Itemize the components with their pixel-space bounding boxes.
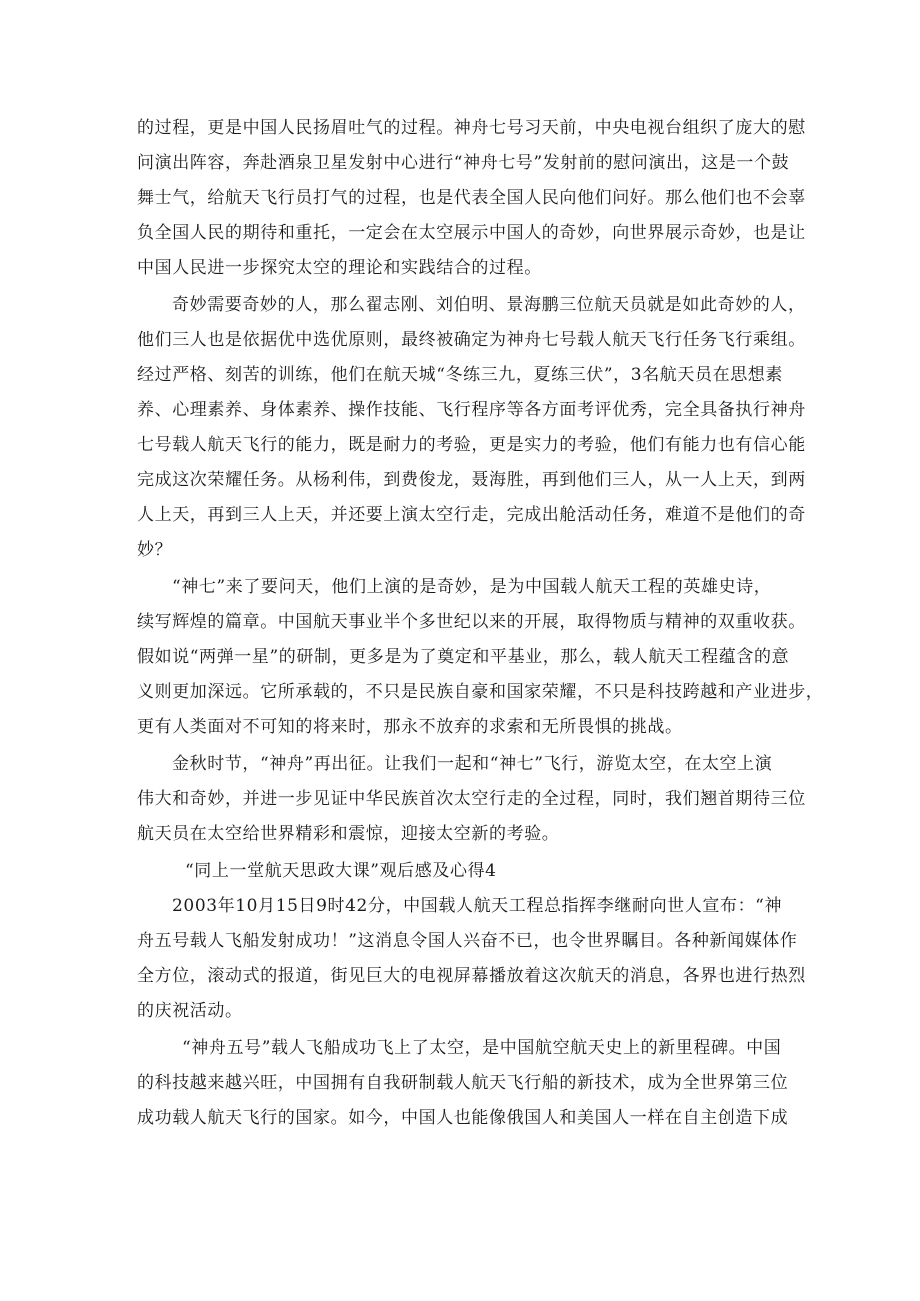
text-line: 2003年10月15日9时42分，中国载人航天工程总指挥李继耐向世人宣布：“神 (172, 896, 783, 916)
text-line: 完成这次荣耀任务。从杨利伟，到费俊龙，聂海胜，再到他们三人，从一人上天，到两 (137, 470, 806, 490)
text-line: 更有人类面对不可知的将来时，那永不放弃的求索和无所畏惧的挑战。 (137, 717, 683, 737)
text-line: 七号载人航天飞行的能力，既是耐力的考验，更是实力的考验，他们有能力也有信心能 (137, 435, 806, 455)
text-line: 全方位，滚动式的报道，街见巨大的电视屏幕播放着这次航天的消息，各界也进行热烈 (137, 966, 806, 986)
text-line: 航天员在太空给世界精彩和震惊，迎接太空新的考验。 (137, 824, 560, 844)
text-line: 伟大和奇妙，并进一步见证中华民族首次太空行走的全过程，同时，我们翘首期待三位 (137, 789, 806, 809)
text-line: 奇妙需要奇妙的人，那么翟志刚、刘伯明、景海鹏三位航天员就是如此奇妙的人， (172, 295, 806, 315)
text-line: 的过程，更是中国人民扬眉吐气的过程。神舟七号习天前，中央电视台组织了庞大的慰 (137, 118, 806, 138)
text-line: “神舟五号”载人飞船成功飞上了太空，是中国航空航天史上的新里程碑。中国 (182, 1038, 782, 1058)
text-line: 舞士气，给航天飞行员打气的过程，也是代表全国人民向他们问好。那么他们也不会辜 (137, 188, 806, 208)
text-line: 金秋时节，“神舟”再出征。让我们一起和“神七”飞行，游览太空，在太空上演 (172, 754, 773, 774)
text-line: 成功载人航天飞行的国家。如今，中国人也能像俄国人和美国人一样在自主创造下成 (137, 1108, 789, 1128)
text-line: 他们三人也是依据优中选优原则，最终被确定为神舟七号载人航天飞行任务飞行乘组。 (137, 330, 806, 350)
text-line: 的科技越来越兴旺，中国拥有自我研制载人航天飞行船的新技术，成为全世界第三位 (137, 1073, 789, 1093)
text-line: 负全国人民的期待和重托，一定会在太空展示中国人的奇妙，向世界展示奇妙，也是让 (137, 223, 806, 243)
text-line: 中国人民进一步探究太空的理论和实践结合的过程。 (137, 258, 542, 278)
text-line: 问演出阵容，奔赴酒泉卫星发射中心进行“神舟七号”发射前的慰问演出，这是一个鼓 (137, 153, 790, 173)
section-heading: “同上一堂航天思政大课”观后感及心得4 (185, 861, 497, 881)
text-line: 假如说“两弹一星”的研制，更多是为了奠定和平基业，那么，载人航天工程蕴含的意 (137, 647, 790, 667)
text-line: 的庆祝活动。 (137, 1001, 243, 1021)
text-line: 舟五号载人飞船发射成功！”这消息令国人兴奋不已，也令世界瞩目。各种新闻媒体作 (137, 931, 798, 951)
text-line: 经过严格、刻苦的训练，他们在航天城“冬练三九，夏练三伏”，3名航天员在思想素 (137, 365, 783, 385)
text-line: 人上天，再到三人上天，并还要上演太空行走，完成出舱活动任务，难道不是他们的奇 (137, 505, 806, 525)
text-line: “神七”来了要问天，他们上演的是奇妙，是为中国载人航天工程的英雄史诗， (172, 577, 772, 597)
text-line: 妙？ (137, 540, 173, 560)
text-line: 义则更加深远。它所承载的，不只是民族自豪和国家荣耀，不只是科技跨越和产业进步， (137, 682, 824, 702)
text-line: 续写辉煌的篇章。中国航天事业半个多世纪以来的开展，取得物质与精神的双重收获。 (137, 612, 806, 632)
text-line: 养、心理素养、身体素养、操作技能、飞行程序等各方面考评优秀，完全具备执行神舟 (137, 400, 806, 420)
